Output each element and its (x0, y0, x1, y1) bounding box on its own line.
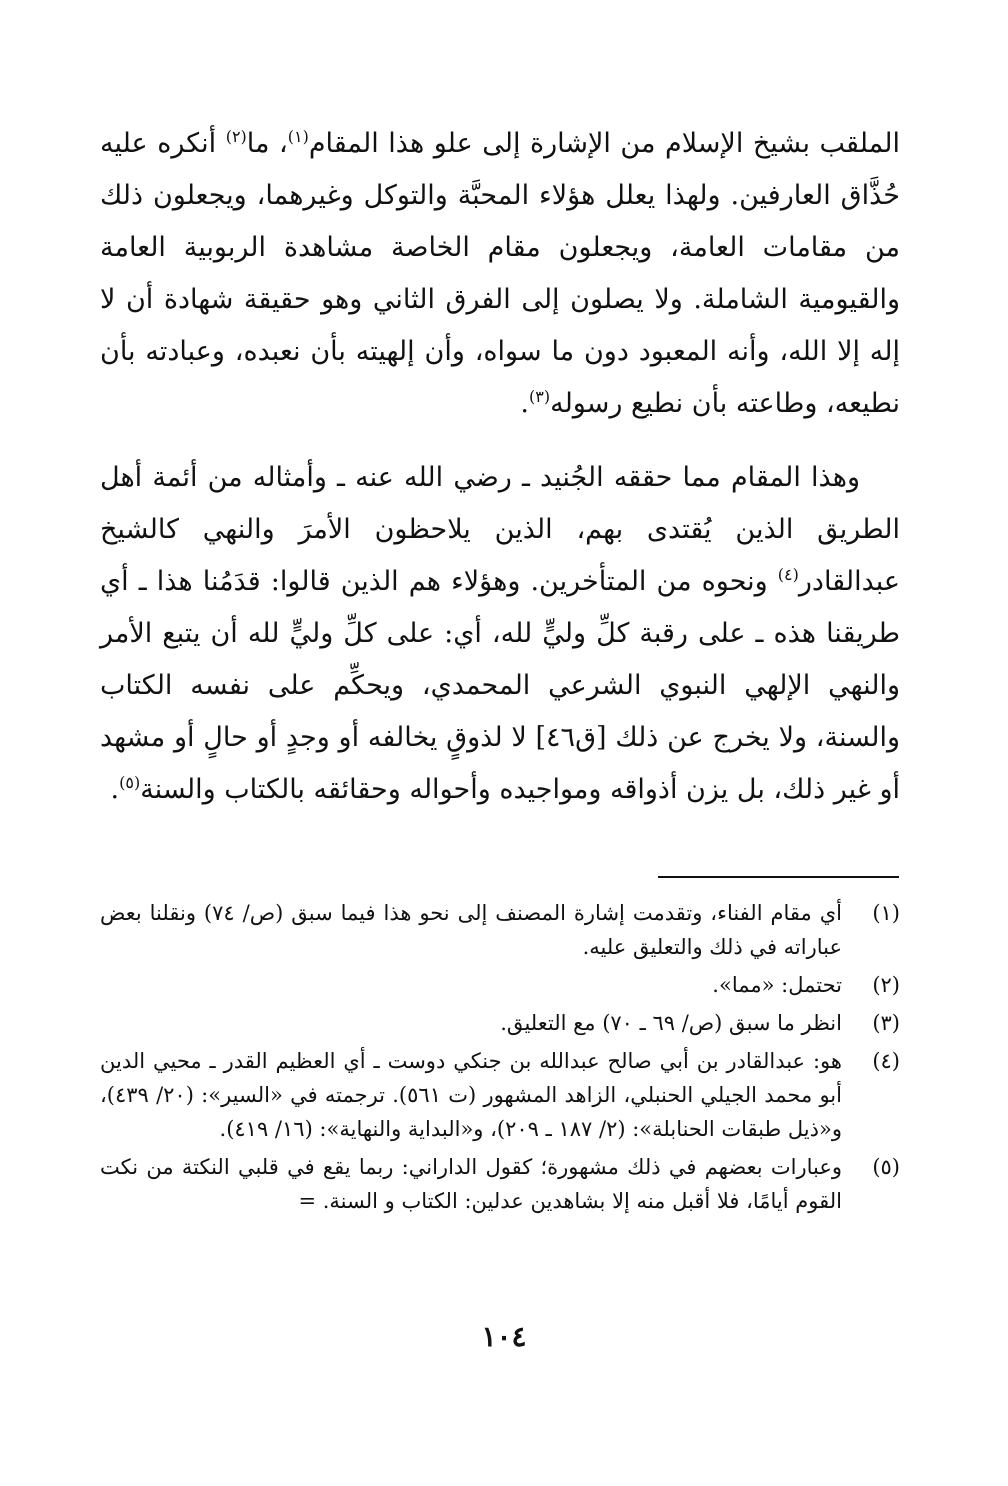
footnote-marker-4: (٤) (777, 565, 799, 584)
paragraph-text: وهذا المقام مما حققه الجُنيد ـ رضي الله عنه ـ وأمثاله من أئمة أهل الطريق الذين يُقتدى بهم، الذين يلاحظون الأمرَ والنهي كالشيخ عبدالقادر (100, 462, 900, 597)
footnote-5 (100, 1150, 900, 1218)
footnotes (100, 896, 900, 1222)
paragraph-text: ، ما (246, 128, 288, 159)
paragraph-text: ونحوه من المتأخرين. وهؤلاء هم الذين قالوا: قدَمُنا هذا ـ أي طريقنا هذه ـ على رقبة كلِّ وليٍّ لله، أي: على كلِّ وليٍّ لله أن يتبع الأمر والنهي الإلهي النبوي الشرعي المحمدي، ويحكِّم على نفسه الكتاب والسنة، ولا يخرج عن ذلك [ق٤٦] لا لذوقٍ يخالفه أو وجدٍ أو حالٍ أو مشهد أو غير ذلك، بل يزن أذواقه ومواجيده وأحواله وحقائقه بالكتاب والسنة (100, 566, 900, 805)
footnote-number: (٤) (872, 1049, 900, 1073)
footnote-text: تحتمل: «مما». (712, 973, 842, 997)
footnote-marker-1: (١) (287, 127, 309, 146)
page-number: ١٠٤ (481, 1320, 527, 1353)
footnote-4 (100, 1044, 900, 1146)
main-text (100, 118, 900, 816)
paragraph-text: . (110, 774, 120, 805)
paragraph-text: . (520, 388, 529, 419)
footnote-2 (100, 968, 900, 1002)
footnote-text: هو: عبدالقادر بن أبي صالح عبدالله بن جنكي دوست ـ أي العظيم القدر ـ محيي الدين أبو محمد الجيلي الحنبلي، الزاهد المشهور (ت ٥٦١). ترجمته في «السير»: (٢٠/ ٤٣٩)، و«ذيل طبقات الحنابلة»: (٢/ ١٨٧ ـ ٢٠٩)، و«البداية والنهاية»: (١٦/ ٤١٩). (100, 1049, 842, 1141)
footnote-number: (١) (872, 901, 900, 925)
paragraph-2 (100, 452, 900, 816)
footnote-text: انظر ما سبق (ص/ ٦٩ ـ ٧٠) مع التعليق. (500, 1011, 842, 1035)
footnote-marker-5: (٥) (119, 773, 141, 792)
footnote-separator (658, 876, 899, 878)
paragraph-text: أنكره عليه حُذَّاق العارفين. ولهذا يعلل هؤلاء المحبَّة والتوكل وغيرهما، ويجعلون ذلك من مقامات العامة، ويجعلون مقام الخاصة مشاهدة الربوبية العامة والقيومية الشاملة. ولا يصلون إلى الفرق الثاني وهو حقيقة شهادة أن لا إله إلا الله، وأنه المعبود دون ما سواه، وأن إلهيته بأن نعبده، وعبادته بأن نطيعه، وطاعته بأن نطيع رسوله (100, 128, 900, 419)
footnote-number: (٢) (872, 973, 900, 997)
footnote-marker-2: (٢) (225, 127, 247, 146)
footnote-text: وعبارات بعضهم في ذلك مشهورة؛ كقول الداراني: ربما يقع في قلبي النكتة من نكت القوم أيامًا، فلا أقبل منه إلا بشاهدين عدلين: الكتاب و السنة. = (100, 1155, 842, 1213)
paragraph-text: الملقب بشيخ الإسلام من الإشارة إلى علو هذا المقام (308, 128, 900, 159)
footnote-marker-3: (٣) (529, 387, 551, 406)
footnote-number: (٣) (872, 1011, 900, 1035)
footnote-1 (100, 896, 900, 964)
footnote-text: أي مقام الفناء، وتقدمت إشارة المصنف إلى نحو هذا فيما سبق (ص/ ٧٤) ونقلنا بعض عباراته في ذلك والتعليق عليه. (100, 901, 842, 959)
footnote-number: (٥) (872, 1155, 900, 1179)
paragraph-1 (100, 118, 900, 430)
footnote-3 (100, 1006, 900, 1040)
